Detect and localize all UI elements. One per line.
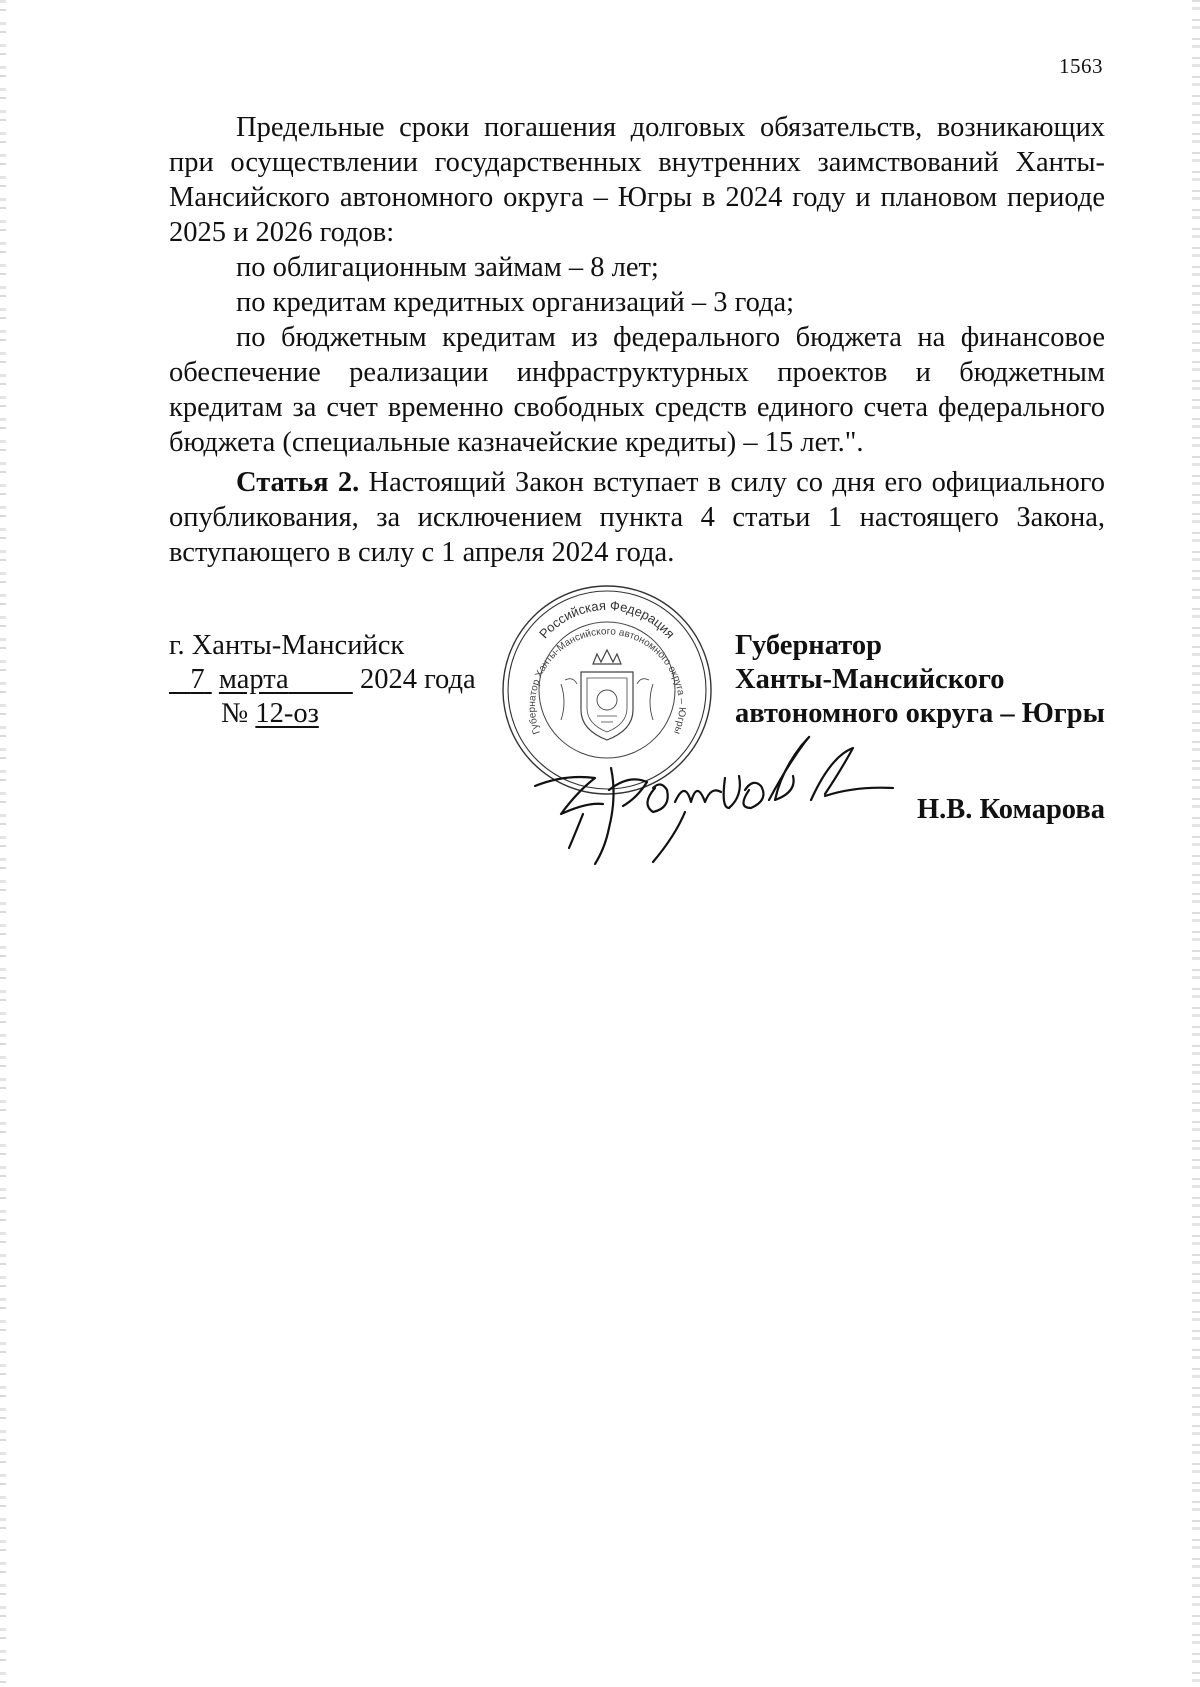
place-date-block (169, 629, 476, 731)
article-label: Статья 2. (236, 467, 360, 498)
law-number: 12-оз (255, 698, 319, 729)
page-number: 1563 (1059, 54, 1103, 78)
terms-section (169, 110, 1105, 460)
number-line (169, 697, 476, 731)
governor-title-line-1: Губернатор (735, 630, 882, 661)
paragraph-bond-loans: по облигационным займам – 8 лет; (236, 252, 659, 283)
paragraph-terms-intro: Предельные сроки погашения долговых обязательств, возникающих при осуществлении государственных внутренних заимствований Ханты-Мансийского автономного округа – Югры в 2024 году и плановом периоде 2025 и 2026 годов: (169, 112, 1105, 248)
scan-edge-right (1192, 0, 1200, 1687)
governor-title-line-2: Ханты-Мансийского (735, 664, 1005, 695)
date-line (169, 663, 476, 697)
date-month: марта (218, 664, 289, 695)
city-line: г. Ханты-Мансийск (169, 630, 405, 661)
article-2-paragraph (169, 465, 1105, 570)
article-section (169, 465, 1105, 570)
seal-outer-text: Российская Федерация (536, 597, 678, 642)
seal-inner-text: Губернатор Ханты-Мансийского автономного округа – Югры (526, 626, 688, 736)
number-prefix: № (221, 698, 249, 729)
date-year: 2024 года (359, 664, 476, 695)
article-text: Настоящий Закон вступает в силу со дня его официального опубликования, за исключением пункта 4 статьи 1 настоящего Закона, вступающего в силу с 1 апреля 2024 года. (169, 467, 1106, 568)
governor-title-line-3: автономного округа – Югры (735, 698, 1105, 729)
date-day: 7 (190, 664, 205, 695)
handwritten-signature (525, 716, 895, 866)
paragraph-budget-credits: по бюджетным кредитам из федерального бюджета на финансовое обеспечение реализации инфраструктурных проектов и бюджетным кредитам за счет временно свободных средств единого счета федерального бюджета (специальные казначейские кредиты) – 15 лет.". (169, 322, 1105, 458)
scan-edge-left (0, 0, 6, 1687)
governor-name: Н.В. Комарова (916, 794, 1105, 825)
paragraph-bank-credits: по кредитам кредитных организаций – 3 года; (236, 287, 795, 318)
